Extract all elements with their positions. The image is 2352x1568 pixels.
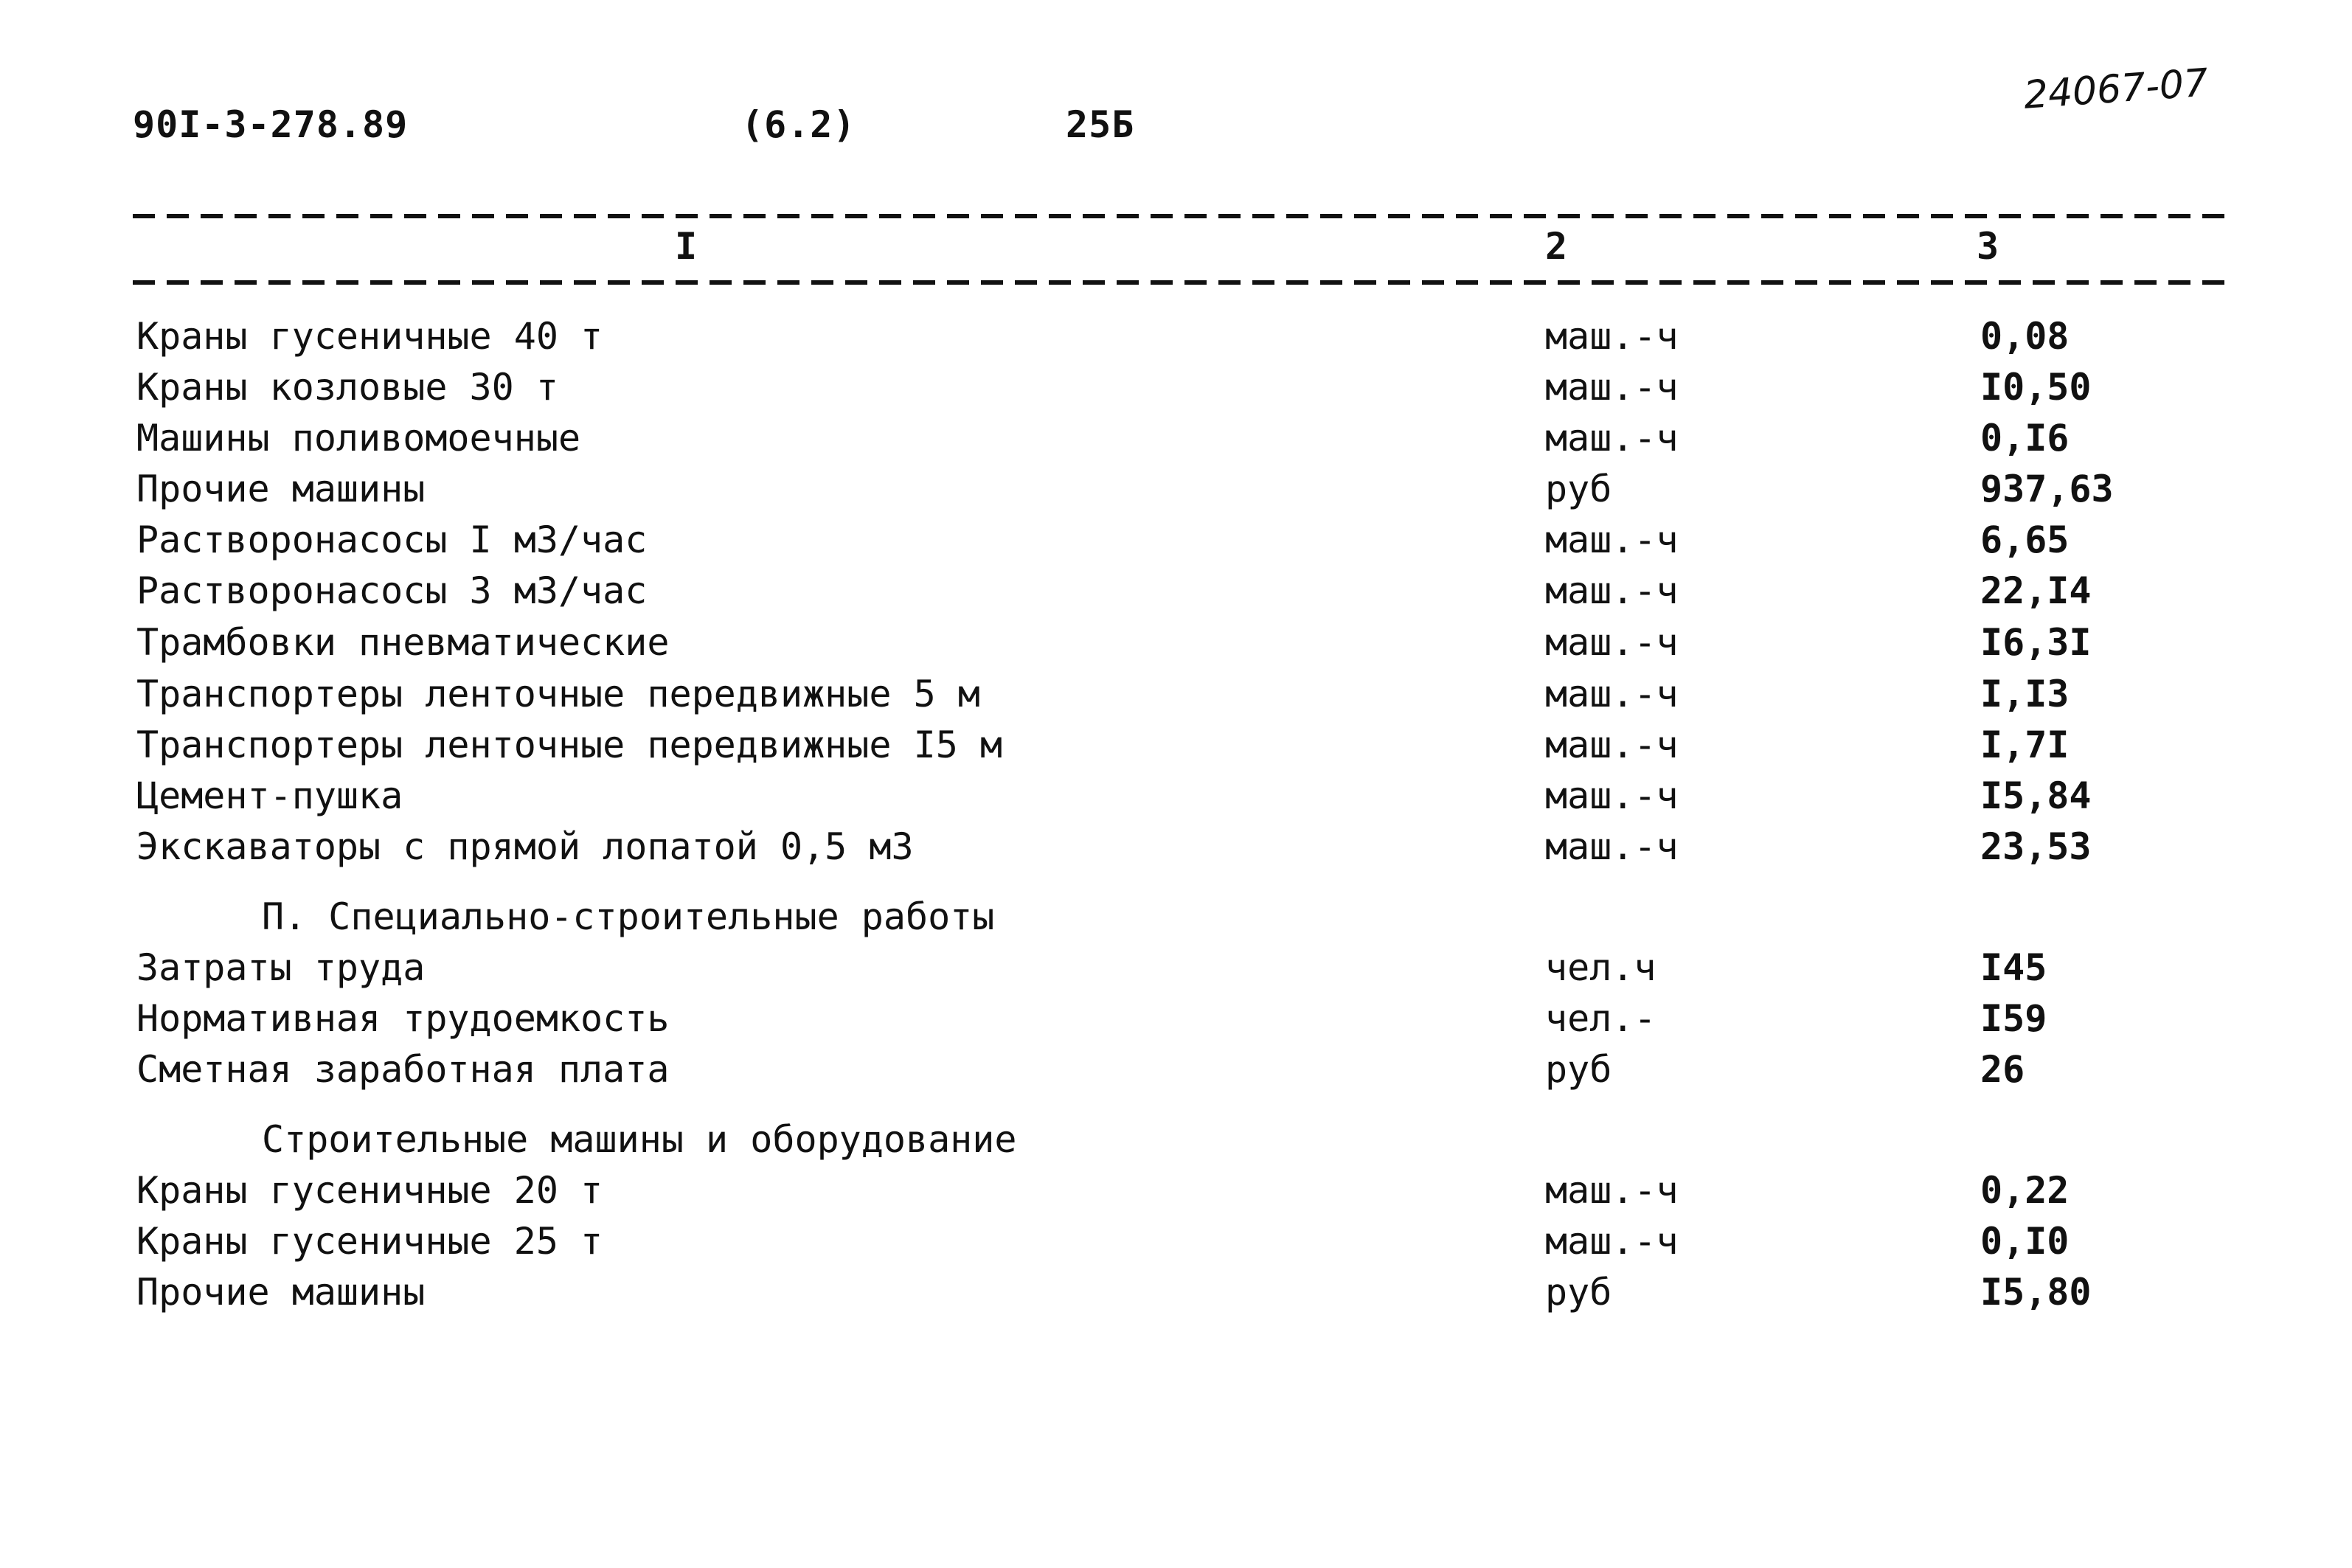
row-value: 0,I0 <box>1980 1220 2070 1263</box>
row-value: I59 <box>1980 997 2047 1040</box>
table-row <box>0 313 2352 359</box>
row-value: I5,84 <box>1980 774 2092 817</box>
page-number: 25Б <box>1066 103 1135 146</box>
column-header-1: I <box>675 225 698 268</box>
row-unit: маш.-ч <box>1545 673 1679 715</box>
row-name: Экскаваторы с прямой лопатой 0,5 м3 <box>136 825 914 868</box>
row-unit: руб <box>1545 1271 1612 1314</box>
section-title: П. Специально-строительные работы <box>262 895 995 938</box>
table-row <box>0 620 2352 665</box>
row-value: I6,3I <box>1980 621 2092 664</box>
row-unit: маш.-ч <box>1545 569 1679 612</box>
row-name: Прочие машины <box>136 1271 426 1314</box>
dashed-rule-top <box>133 214 2227 218</box>
document-code: 90I-3-278.89 <box>133 103 409 146</box>
row-unit: маш.-ч <box>1545 315 1679 358</box>
row-name: Краны козловые 30 т <box>136 366 558 409</box>
row-value: 26 <box>1980 1048 2025 1091</box>
row-name: Краны гусеничные 25 т <box>136 1220 603 1263</box>
row-name: Прочие машины <box>136 468 426 510</box>
section-title: Строительные машины и оборудование <box>262 1118 1017 1161</box>
row-unit: маш.-ч <box>1545 724 1679 766</box>
row-unit: маш.-ч <box>1545 417 1679 459</box>
row-name: Транспортеры ленточные передвижные I5 м <box>136 724 1002 766</box>
row-name: Краны гусеничные 20 т <box>136 1169 603 1212</box>
row-name: Краны гусеничные 40 т <box>136 315 603 358</box>
row-name: Затраты труда <box>136 946 426 989</box>
table-row <box>0 466 2352 512</box>
section-number: (6.2) <box>741 103 856 146</box>
row-name: Машины поливомоечные <box>136 417 581 459</box>
table-row <box>0 1047 2352 1092</box>
row-unit: маш.-ч <box>1545 825 1679 868</box>
table-row <box>0 773 2352 819</box>
table-row <box>0 722 2352 768</box>
dashed-rule-bottom <box>133 280 2227 285</box>
table-row <box>0 415 2352 461</box>
table-row <box>0 568 2352 614</box>
row-unit: чел.ч <box>1545 946 1657 989</box>
row-name: Растворонасосы 3 м3/час <box>136 569 648 612</box>
handwritten-number: 24067-07 <box>2022 60 2210 118</box>
row-unit: чел.- <box>1545 997 1657 1040</box>
row-unit: руб <box>1545 468 1612 510</box>
row-value: 6,65 <box>1980 518 2070 561</box>
row-name: Трамбовки пневматические <box>136 621 670 664</box>
row-unit: маш.-ч <box>1545 518 1679 561</box>
row-value: 0,I6 <box>1980 417 2070 459</box>
row-value: I45 <box>1980 946 2047 989</box>
column-header-2: 2 <box>1545 225 1568 268</box>
column-header-3: 3 <box>1977 225 1999 268</box>
table-row <box>0 1168 2352 1213</box>
row-value: 22,I4 <box>1980 569 2092 612</box>
row-value: 0,22 <box>1980 1169 2070 1212</box>
row-value: I5,80 <box>1980 1271 2092 1314</box>
row-unit: маш.-ч <box>1545 774 1679 817</box>
table-row <box>0 824 2352 870</box>
row-name: Нормативная трудоемкость <box>136 997 670 1040</box>
row-value: 23,53 <box>1980 825 2092 868</box>
row-name: Транспортеры ленточные передвижные 5 м <box>136 673 980 715</box>
row-unit: маш.-ч <box>1545 621 1679 664</box>
row-name: Растворонасосы I м3/час <box>136 518 648 561</box>
table-row <box>0 671 2352 717</box>
row-unit: маш.-ч <box>1545 1220 1679 1263</box>
table-row <box>0 364 2352 410</box>
row-value: 937,63 <box>1980 468 2114 510</box>
row-value: 0,08 <box>1980 315 2070 358</box>
table-row <box>0 996 2352 1041</box>
row-unit: маш.-ч <box>1545 1169 1679 1212</box>
section-heading <box>0 894 2352 940</box>
row-name: Цемент-пушка <box>136 774 403 817</box>
section-heading <box>0 1117 2352 1162</box>
row-unit: руб <box>1545 1048 1612 1091</box>
row-value: I,7I <box>1980 724 2070 766</box>
row-value: I,I3 <box>1980 673 2070 715</box>
table-row <box>0 945 2352 991</box>
row-name: Сметная заработная плата <box>136 1048 670 1091</box>
table-row <box>0 517 2352 563</box>
row-value: I0,50 <box>1980 366 2092 409</box>
table-row <box>0 1218 2352 1264</box>
row-unit: маш.-ч <box>1545 366 1679 409</box>
table-row <box>0 1269 2352 1315</box>
